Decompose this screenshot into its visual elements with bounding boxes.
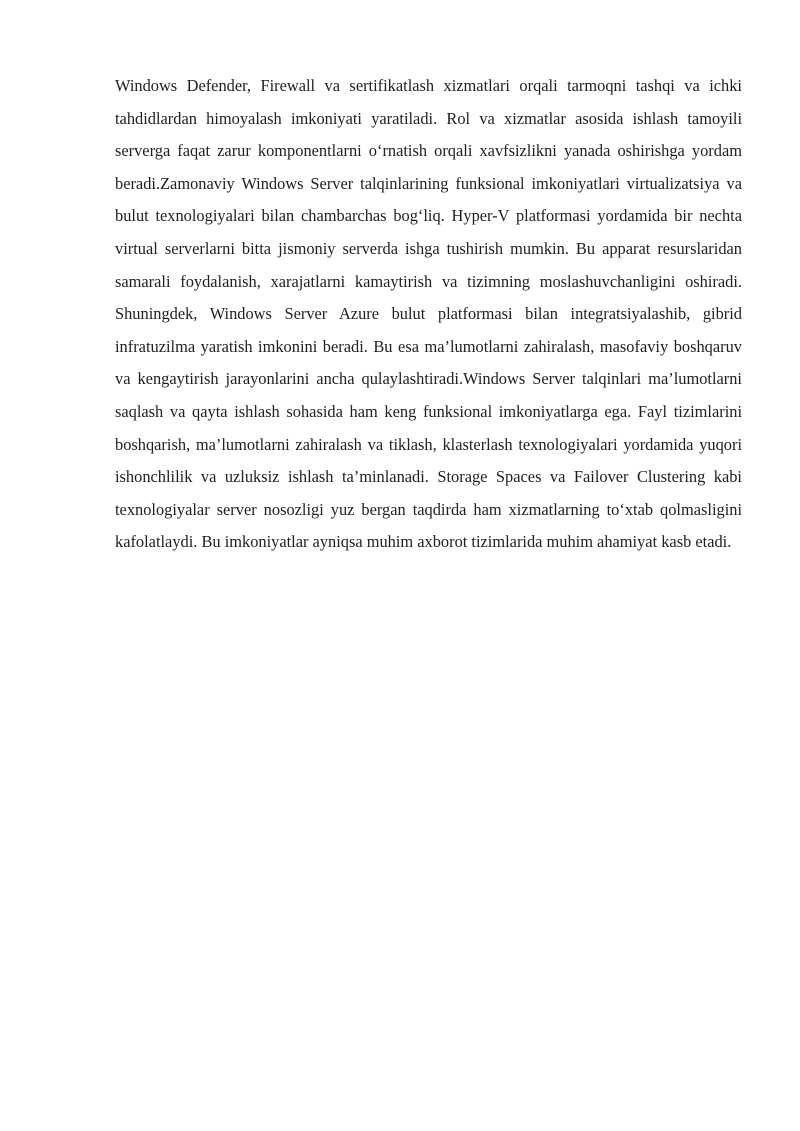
page-content bbox=[115, 70, 742, 559]
body-paragraph: Windows Defender, Firewall va sertifikatlash xizmatlari orqali tarmoqni tashqi va ichki tahdidlardan himoyalash imkoniyati yaratiladi. Rol va xizmatlar asosida ishlash tamoyili serverga faqat zarur komponentlarni o‘rnatish orqali xavfsizlikni yanada oshirishga yordam beradi.Zamonaviy Windows Server talqinlarining funksional imkoniyatlari virtualizatsiya va bulut texnologiyalari bilan chambarchas bog‘liq. Hyper-V platformasi yordamida bir nechta virtual serverlarni bitta jismoniy serverda ishga tushirish mumkin. Bu apparat resurslaridan samarali foydalanish, xarajatlarni kamaytirish va tizimning moslashuvchanligini oshiradi. Shuningdek, Windows Server Azure bulut platformasi bilan integratsiyalashib, gibrid infratuzilma yaratish imkonini beradi. Bu esa ma’lumotlarni zahiralash, masofaviy boshqaruv va kengaytirish jarayonlarini ancha qulaylashtiradi.Windows Server talqinlari ma’lumotlarni saqlash va qayta ishlash sohasida ham keng funksional imkoniyatlarga ega. Fayl tizimlarini boshqarish, ma’lumotlarni zahiralash va tiklash, klasterlash texnologiyalari yordamida yuqori ishonchlilik va uzluksiz ishlash ta’minlanadi. Storage Spaces va Failover Clustering kabi texnologiyalar server nosozligi yuz bergan taqdirda ham xizmatlarning to‘xtab qolmasligini kafolatlaydi. Bu imkoniyatlar ayniqsa muhim axborot tizimlarida muhim ahamiyat kasb etadi. bbox=[115, 76, 742, 552]
